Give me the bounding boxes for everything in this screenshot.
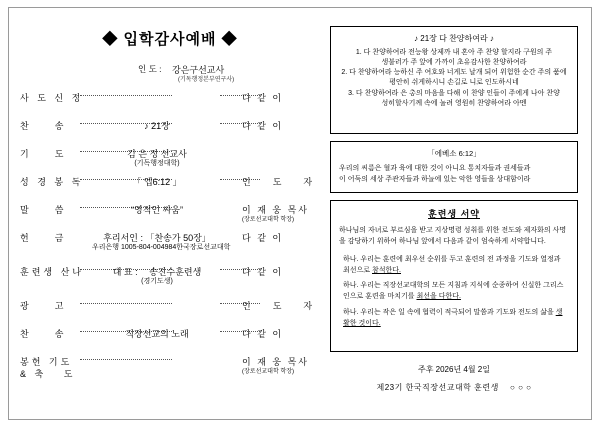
hymn-line: 2. 다 찬양하여라 능하신 주 여호와 너게도 날개 되어 위험한 순간 주의 품에 [341, 69, 567, 77]
leader-name: 강은구선교사 [172, 65, 225, 75]
order-item-label: 훈련생 산나 [20, 267, 84, 277]
order-item-who: 이 재 웅 목사 [242, 205, 309, 215]
order-item-label: 말 씀 [20, 205, 67, 215]
order-row [20, 119, 320, 147]
dot-leader [80, 302, 172, 304]
order-item-who: 다 같 이 [242, 121, 284, 131]
order-item-detail: 김 은 정 선교사 [127, 149, 187, 159]
order-item-label: 찬 송 [20, 121, 67, 131]
dot-leader [80, 358, 172, 360]
order-item-who: 인 도 자 [242, 177, 315, 187]
order-item-detail: “영적인 싸움” [131, 205, 183, 215]
order-item-label: 헌 금 [20, 233, 67, 243]
order-row [20, 147, 320, 175]
order-item-label: 광 고 [20, 301, 67, 311]
order-item-label-2: & 축 도 [20, 369, 76, 379]
pledge-item-text: 하나. 우리는 훈련에 최우선 순위를 두고 훈련의 전 과정을 기도와 열정과 최선으로 [343, 255, 561, 274]
dot-leader [80, 94, 172, 96]
pledge-intro: 하나님의 자녀로 부르심을 받고 지상명령 성취를 위한 전도와 제자화의 사명을 감당하기 위하여 하나님 앞에서 다음과 같이 엄숙하게 서약합니다. [339, 227, 567, 245]
order-item-detail: ♪ 21장 [144, 121, 170, 131]
order-item-label: 봉헌 기도 [20, 357, 73, 367]
scripture-line: 이 어둑의 세상 주관자들과 하늘에 있는 악한 영들을 상대함이라 [339, 175, 531, 183]
order-item-detail: 「 엡6:12 」 [132, 177, 182, 187]
leader-affiliation: (기독행정본부연구사) [178, 77, 235, 83]
order-item-detail: 직장선교의 노래 [125, 329, 189, 339]
order-item-detail-sub: (기독행정대학) [134, 160, 180, 167]
pledge-item [339, 255, 569, 277]
order-item-detail-sub: (경기도생) [141, 278, 173, 285]
order-item-detail: 후리서인 : 「찬송가 50장」 [103, 233, 211, 243]
order-item-who: 다 같 이 [242, 233, 284, 243]
order-list [20, 91, 320, 389]
hymn-line: 3. 다 찬양하여라 은 총의 마음을 다해 이 찬양 인들이 주에게 나아 찬양 [348, 89, 560, 97]
scripture-reference: 「에베소 6:12」 [427, 149, 481, 158]
order-row [20, 355, 320, 389]
scripture-line: 우리의 씨름은 혈과 육에 대한 것이 아니요 통치자들과 권세들과 [339, 165, 531, 172]
order-row [20, 203, 320, 231]
pledge-item-text: 하나. 우리는 작은 일 속에 협력이 적극되어 말씀과 기도와 전도의 삶을 [343, 309, 556, 317]
hymn-box [330, 26, 578, 134]
order-item-detail-sub: 우리은행 1005-804-004984한국장로선교대학 [92, 244, 231, 251]
order-item-detail: 대 표 : 송진수훈련생 [112, 267, 202, 277]
order-of-service-column [20, 18, 320, 410]
order-item-label: 찬 송 [20, 329, 67, 339]
scripture-box [330, 141, 578, 193]
order-item-label: 사 도 신 정 [20, 93, 84, 103]
order-item-who: 다 같 이 [242, 93, 284, 103]
leader-label: 인 도 : [138, 64, 162, 74]
order-row [20, 231, 320, 265]
page-title: ◆ 입학감사예배 ◆ [102, 31, 238, 48]
service-date: 주후 2026년 4월 2일 [417, 365, 490, 374]
hymn-line: 생불러가 주 앞에 가까이 초유감사한 찬양하여라 [381, 59, 527, 67]
hymn-line: 평안히 쉬게하시니 손길로 니로 인도하시네 [389, 79, 519, 87]
pledge-item [339, 281, 569, 303]
right-column [330, 26, 578, 393]
document-footer [330, 364, 578, 393]
order-row [20, 265, 320, 299]
pledge-item-emphasis: 참석한다. [372, 266, 401, 274]
hymn-line: 1. 다 찬양하여라 전능왕 상제까 내 혼아 주 찬양 할지라 구원의 주 [355, 49, 553, 56]
pledge-item-emphasis: 최선을 다한다. [416, 293, 461, 301]
order-item-who: 다 같 이 [242, 329, 284, 339]
order-item-label: 성 경 봉 독 [20, 177, 84, 187]
pledge-box [330, 200, 578, 352]
pledge-item-text: 하나. 우리는 직장선교대학의 모든 지침과 지식에 순종하여 신실한 그리스인으로 훈련을 마치기를 [343, 282, 564, 301]
pledge-item [339, 308, 569, 330]
order-item-who-sub: (장로선교대학 학장) [242, 217, 295, 223]
order-item-who: 다 같 이 [242, 267, 284, 277]
order-row [20, 175, 320, 203]
order-row [20, 91, 320, 119]
order-item-who-sub: (장로선교대학 학장) [242, 369, 295, 375]
pledge-title: 훈련생 서약 [428, 209, 480, 219]
order-row [20, 327, 320, 355]
hymn-line: 성히할사기께 속에 눌려 영원히 찬양하여라 아멘 [381, 99, 527, 107]
pledge-item-emphasis: 생활한 것이다. [343, 309, 563, 327]
order-item-label: 기 도 [20, 149, 67, 159]
order-item-who: 인 도 자 [242, 301, 315, 311]
order-item-who: 이 재 웅 목사 [242, 357, 309, 367]
leader-line [20, 63, 320, 87]
signature-line: 제23기 한국직장선교대학 훈련생 ○ ○ ○ [376, 383, 532, 392]
order-row [20, 299, 320, 327]
hymn-title: ♪ 21장 다 찬양하여라 ♪ [414, 34, 494, 43]
